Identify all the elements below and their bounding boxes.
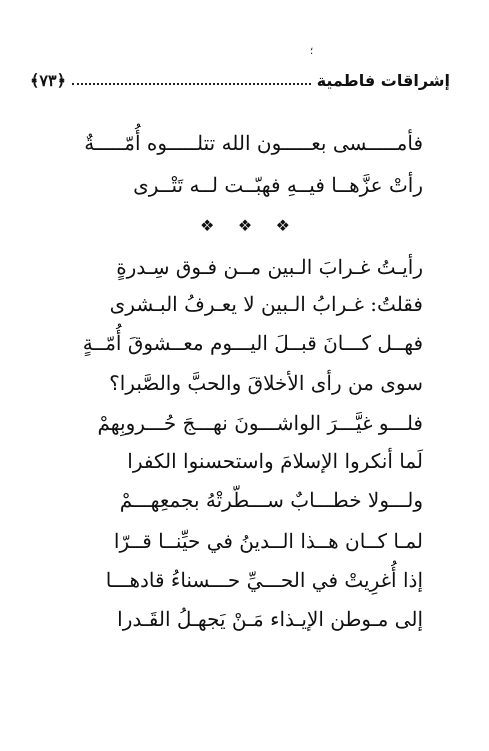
verse-line: سوى من رأى الأخلاقَ والحبَّ والصَّبرا؟ — [109, 371, 423, 395]
verse-line: رأيـتُ غـرابَ الـبين مــن فـوق سِـدرةٍ — [116, 255, 423, 279]
section-separator — [200, 217, 290, 235]
verse-line: إذا أُغرِيتْ في الحـــيِّ حـــسناءُ قادهـــا — [105, 568, 423, 592]
verse-line: فهــل كـــانَ قبــلَ اليـــوم معــشوقَ أُمّــةٍ — [82, 331, 423, 355]
ornament-icon: ❖ — [275, 216, 290, 235]
verse-line: فلـــو غيَّـــرَ الواشـــونَ نهـــجَ حُـــروبِهمْ — [97, 411, 423, 435]
verse-line: لَما أنكروا الإسلامَ واستحسنوا الكفرا — [127, 449, 423, 473]
running-header — [30, 70, 450, 92]
verse-line: ولـــولا خطـــابٌ ســـطّرتْهُ بجمعِهـــمْ — [119, 488, 423, 512]
header-dot-leader — [72, 83, 311, 85]
ornament-icon: ❖ — [200, 216, 215, 235]
verse-line: فأمـــــسى بعـــــون الله تتلـــــوه أُمّـــــةٌ — [84, 131, 423, 155]
ornament-icon: ❖ — [237, 216, 253, 235]
verse-line: رأتْ عزَّهــا فيــهِ فهبّــت لــه تَتْــرى — [133, 173, 423, 197]
page-number: ﴿٧٣﴾ — [30, 71, 66, 90]
verse-line: إلى مـوطن الإيـذاء مَـنْ يَجهـلُ القَـدرا — [117, 607, 423, 631]
running-header-title: إشراقات فاطمية — [316, 71, 450, 90]
verse-line: فقلتُ: غـرابُ الـبين لا يعـرفُ البـشرى — [109, 292, 423, 316]
top-mark: ؛ — [310, 46, 314, 57]
verse-line: لمـا كــان هــذا الــدينُ في حيِّنــا قــرّا — [113, 529, 423, 553]
